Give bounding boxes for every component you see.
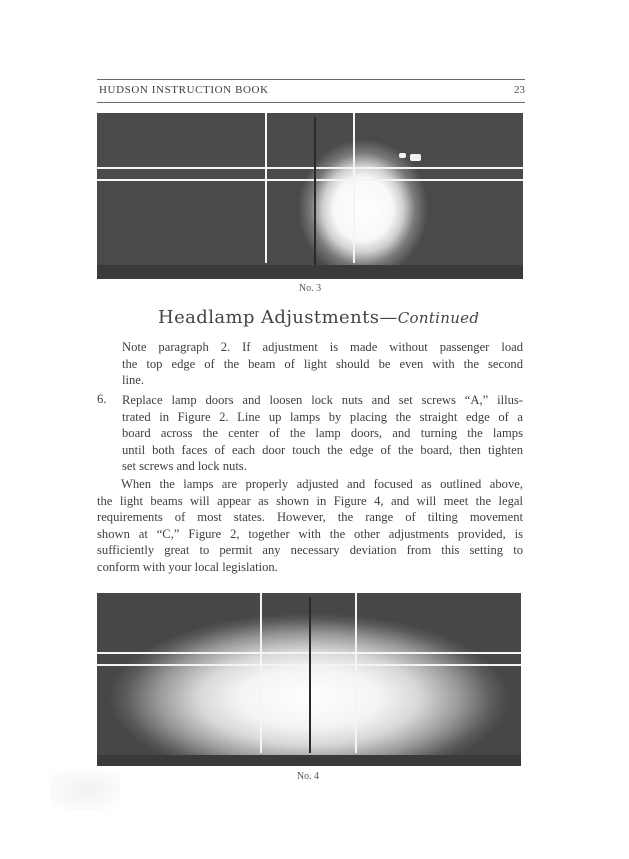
text-line: the light beams will appear as shown in Figure 4, and will meet the legal	[97, 493, 523, 508]
floor-strip	[97, 755, 521, 766]
figure-4-photo	[97, 593, 521, 766]
text-line: line.	[122, 373, 145, 388]
running-header	[97, 79, 525, 103]
grid-line-horizontal-second	[97, 179, 523, 181]
figure-4-caption: No. 4	[296, 771, 320, 782]
grid-line-vertical-right	[353, 113, 355, 263]
section-heading	[158, 307, 479, 328]
book-title: HUDSON INSTRUCTION BOOK	[99, 84, 269, 96]
text-line: board across the center of the lamp doors, and turning the lamps	[122, 426, 523, 441]
grid-line-vertical-left	[265, 113, 267, 263]
text-line: When the lamps are properly adjusted and focused as outlined above,	[121, 477, 523, 491]
center-post	[309, 597, 311, 753]
text-line: conform with your local legislation.	[97, 559, 278, 574]
heading-main: Headlamp Adjustments	[158, 307, 380, 328]
reflection-spot	[410, 154, 421, 161]
text-line: trated in Figure 2. Line up lamps by placing the straight edge of a	[122, 409, 523, 424]
text-line: set screws and lock nuts.	[122, 459, 247, 474]
figure-3-caption: No. 3	[298, 283, 322, 294]
text-line: Replace lamp doors and loosen lock nuts and set screws “A,” illus-	[122, 393, 523, 407]
step-6-paragraph	[122, 392, 523, 475]
heading-dash: —	[379, 307, 398, 328]
text-line: requirements of most states. However, the range of tilting movement	[97, 510, 523, 525]
text-line: the top edge of the beam of light should be even with the second	[122, 356, 523, 371]
step-number: 6.	[97, 392, 107, 406]
grid-line-vertical-right	[355, 593, 357, 753]
note-paragraph	[122, 339, 523, 389]
scan-artifact	[50, 770, 120, 810]
text-line: shown at “C,” Figure 2, together with the other adjustments provided, is	[97, 526, 523, 541]
figure-3-photo	[97, 113, 523, 279]
grid-line-horizontal-top	[97, 167, 523, 169]
closing-paragraph	[97, 476, 523, 576]
page-number: 23	[514, 84, 525, 96]
center-post	[314, 117, 316, 265]
reflection-spot	[399, 153, 406, 158]
grid-line-vertical-left	[260, 593, 262, 753]
heading-continued: Continued	[397, 309, 480, 327]
floor-strip	[97, 265, 523, 279]
text-line: sufficiently great to permit any necessary deviation from this setting to	[97, 543, 523, 558]
text-line: Note paragraph 2. If adjustment is made without passenger load	[122, 340, 523, 354]
text-line: until both faces of each door touch the edge of the board, then tighten	[122, 442, 523, 457]
